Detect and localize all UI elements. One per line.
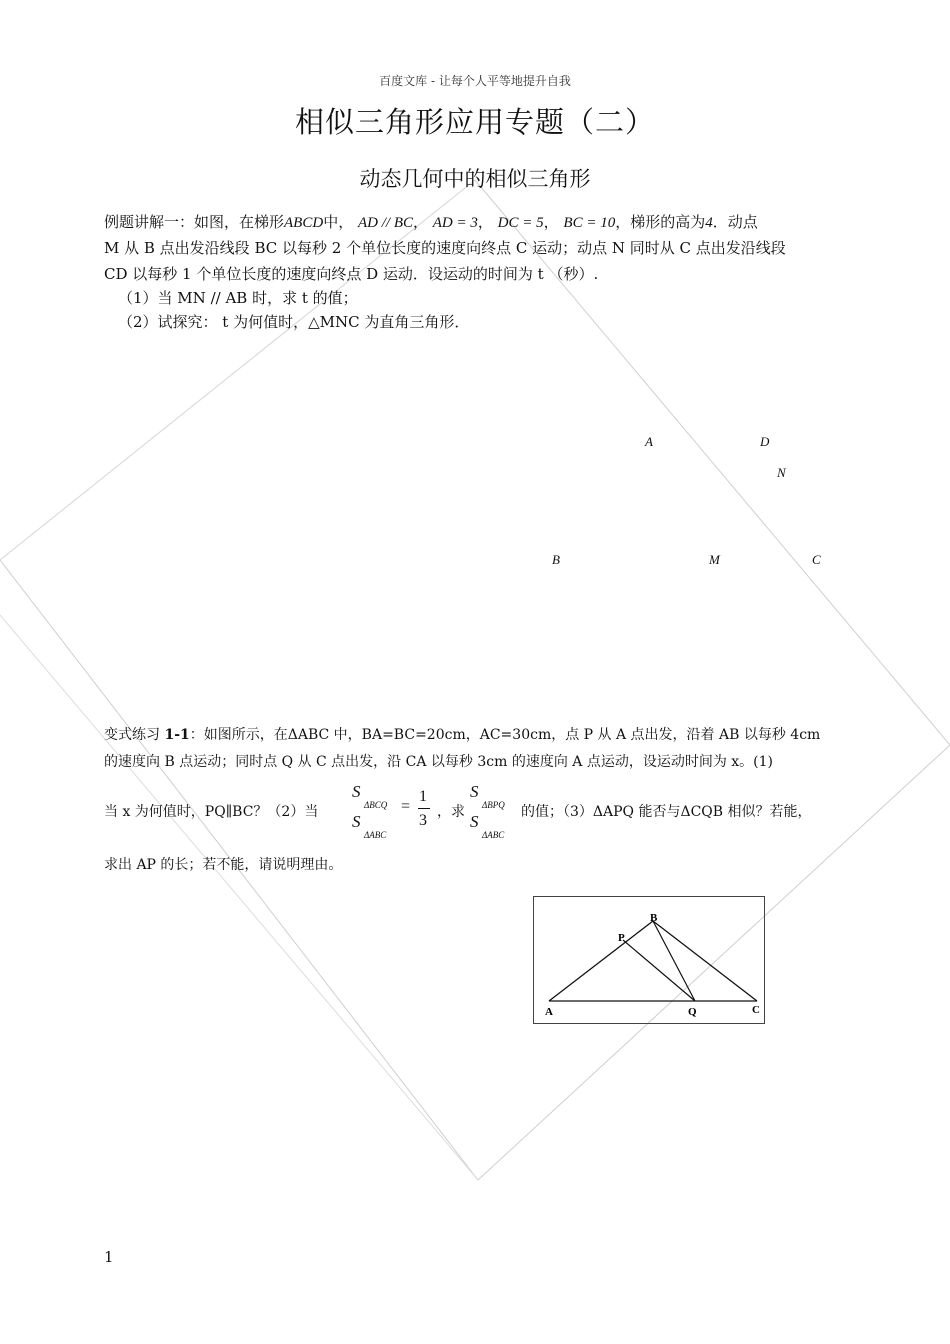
variant-line3a: 当 x 为何值时，PQ∥BC？（2）当 (104, 804, 319, 820)
page-title: 相似三角形应用专题（二） (294, 105, 655, 139)
page-header: 百度文库 - 让每个人平等地提升自我 (379, 74, 571, 88)
variant-line3b: ，求 (437, 804, 465, 820)
variant-line1: 变式练习 1-1：如图所示，在ΔABC 中，BA=BC=20cm，AC=30cm，点 P 从 A 点出发，沿着 AB 以每秒 4cm (104, 727, 821, 743)
point-m-label: M (709, 552, 720, 567)
example1-line1: 例题讲解一：如图，在梯形ABCD中， AD // BC， AD = 3， DC = 5， BC = 10，梯形的高为4．动点 (104, 213, 758, 231)
example1-question2: （2）试探究： t 为何值时，△MNC 为直角三角形． (118, 313, 470, 331)
variant-line2: 的速度向 B 点运动；同时点 Q 从 C 点出发，沿 CA 以每秒 3cm 的速度向 A 点运动，设运动时间为 x。(1) (104, 754, 774, 770)
point-c-label: C (812, 552, 821, 567)
page-number: 1 (104, 1248, 114, 1266)
figure2-triangle (533, 896, 765, 1024)
fig2-label-p: P (618, 932, 625, 944)
example1-question1: （1）当 MN // AB 时，求 t 的值； (118, 289, 358, 307)
point-a-label: A (645, 434, 653, 449)
fig2-label-b: B (650, 912, 658, 924)
point-d-label: D (760, 434, 770, 449)
example1-line2: M 从 B 点出发沿线段 BC 以每秒 2 个单位长度的速度向终点 C 运动；动点 N 同时从 C 点出发沿线段 (104, 239, 786, 257)
point-b-label: B (552, 552, 560, 567)
variant-line4: 求出 AP 的长；若不能，请说明理由。 (104, 857, 343, 873)
fig2-label-c: C (752, 1004, 760, 1016)
variant-line3c: 的值；（3）ΔAPQ 能否与ΔCQB 相似？若能， (521, 804, 812, 820)
point-n-label: N (777, 465, 786, 480)
fig2-label-a: A (545, 1006, 553, 1018)
page-subtitle: 动态几何中的相似三角形 (359, 167, 591, 191)
fig2-label-q: Q (688, 1006, 697, 1018)
example1-line3: CD 以每秒 1 个单位长度的速度向终点 D 运动．设运动的时间为 t （秒）. (104, 265, 599, 283)
